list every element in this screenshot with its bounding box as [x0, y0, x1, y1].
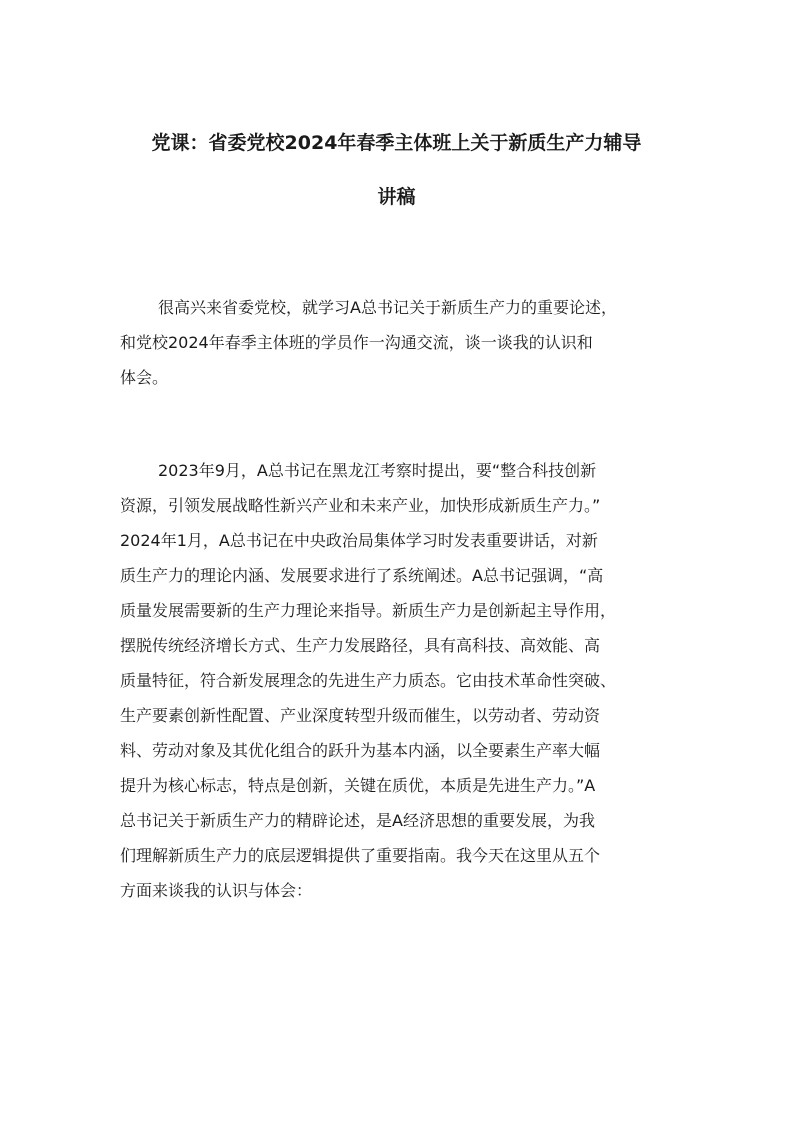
document-title-line-2: 讲稿: [377, 186, 416, 208]
paragraph-line: 和党校2024年春季主体班的学员作一沟通交流，谈一谈我的认识和: [120, 333, 593, 352]
paragraph-line: 质量特征，符合新发展理念的先进生产力质态。它由技术革命性突破、: [120, 671, 617, 690]
document-title-line-1: 党课：省委党校2024年春季主体班上关于新质生产力辅导: [151, 132, 642, 154]
paragraph-intro: [120, 290, 678, 395]
paragraph-line: 提升为核心标志，特点是创新，关键在质优，本质是先进生产力。”A: [120, 776, 596, 795]
paragraph-line: 生产要素创新性配置、产业深度转型升级而催生，以劳动者、劳动资: [120, 706, 601, 725]
paragraph-line: 总书记关于新质生产力的精辟论述，是A经济思想的重要发展，为我: [120, 811, 595, 830]
paragraph-line: 质生产力的理论内涵、发展要求进行了系统阐述。A总书记强调，“高: [120, 566, 604, 585]
paragraph-line: 方面来谈我的认识与体会：: [120, 881, 313, 900]
paragraph-background: [120, 453, 678, 908]
paragraph-line: 料、劳动对象及其优化组合的跃升为基本内涵，以全要素生产率大幅: [120, 741, 601, 760]
paragraph-line: 很高兴来省委党校，就学习A总书记关于新质生产力的重要论述，: [158, 298, 617, 317]
paragraph-line: 资源，引领发展战略性新兴产业和未来产业，加快形成新质生产力。”: [120, 496, 601, 515]
paragraph-line: 摆脱传统经济增长方式、生产力发展路径，具有高科技、高效能、高: [120, 636, 601, 655]
paragraph-line: 2024年1月，A总书记在中央政治局集体学习时发表重要讲话，对新: [120, 531, 598, 550]
paragraph-line: 体会。: [120, 368, 169, 387]
paragraph-line: 们理解新质生产力的底层逻辑提供了重要指南。我今天在这里从五个: [120, 846, 601, 865]
paragraph-line: 质量发展需要新的生产力理论来指导。新质生产力是创新起主导作用，: [120, 601, 617, 620]
paragraph-line: 2023年9月，A总书记在黑龙江考察时提出，要“整合科技创新: [158, 461, 597, 480]
